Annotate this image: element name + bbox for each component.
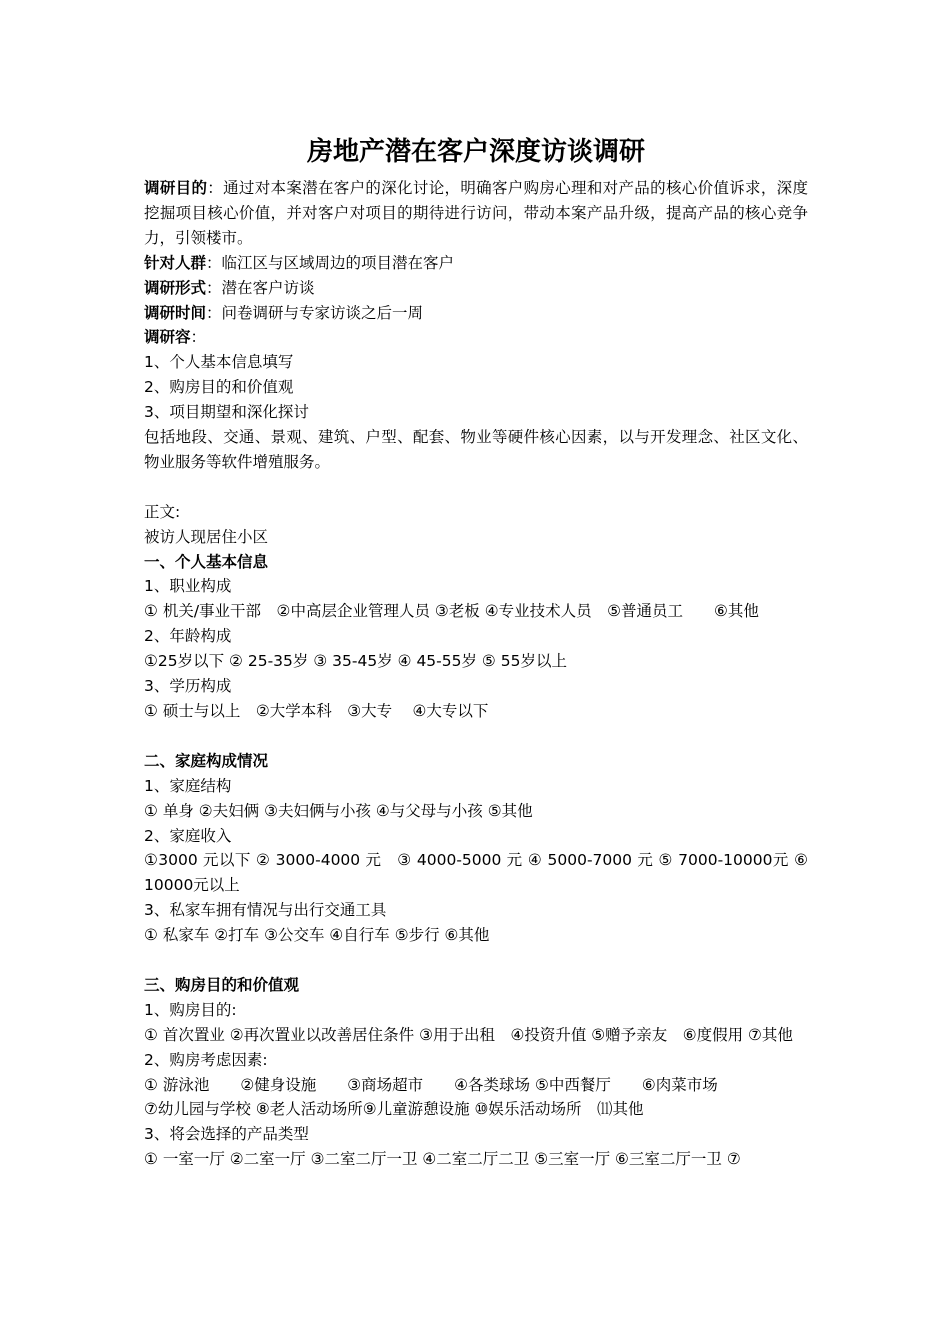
section-heading-3: 三、购房目的和价值观: [144, 975, 300, 994]
question-options: ① 私家车 ②打车 ③公交车 ④自行车 ⑤步行 ⑥其他: [144, 926, 490, 945]
document-page: [144, 128, 808, 1172]
question-options: ① 游泳池 ②健身设施 ③商场超市 ④各类球场 ⑤中西餐厅 ⑥肉菜市场: [144, 1075, 718, 1094]
question: 1、购房目的:: [144, 1000, 237, 1019]
purpose-text: ：通过对本案潜在客户的深化讨论，明确客户购房心理和对产品的核心价值诉求，深度挖掘项目核心价值，并对客户对项目的期待进行访问，带动本案产品升级，提高产品的核心竞争力，引领楼市。: [144, 179, 808, 247]
spacer: [144, 475, 808, 500]
list-item: 3、项目期望和深化探讨: [144, 403, 309, 422]
question-options: ①3000 元以下 ② 3000-4000 元 ③ 4000-5000 元 ④ 5000-7000 元 ⑤ 7000-10000元 ⑥ 10000元以上: [144, 851, 808, 895]
purpose-paragraph: [144, 176, 808, 251]
question: 1、家庭结构: [144, 776, 232, 795]
question-options: ① 单身 ②夫妇俩 ③夫妇俩与小孩 ④与父母与小孩 ⑤其他: [144, 801, 533, 820]
question: 1、职业构成: [144, 577, 232, 596]
question: 3、私家车拥有情况与出行交通工具: [144, 901, 387, 920]
body-label: 正文:: [144, 502, 181, 521]
form-line: [144, 276, 808, 301]
spacer: [144, 948, 808, 973]
time-label: 调研时间: [144, 303, 207, 322]
question-options: ⑦幼儿园与学校 ⑧老人活动场所⑨儿童游憩设施 ⑩娱乐活动场所 ⑾其他: [144, 1100, 644, 1119]
form-label: 调研形式: [144, 278, 207, 297]
question-options: ① 一室一厅 ②二室一厅 ③二室二厅一卫 ④二室二厅二卫 ⑤三室一厅 ⑥三室二厅一卫 ⑦: [144, 1150, 741, 1169]
target-text: ：临江区与区域周边的项目潜在客户: [206, 253, 455, 272]
document-title: 房地产潜在客户深度访谈调研: [306, 137, 645, 167]
question: 2、购房考虑因素:: [144, 1050, 268, 1069]
question: 2、家庭收入: [144, 826, 232, 845]
content-label: 调研容: [144, 328, 191, 347]
residence-line: 被访人现居住小区: [144, 527, 269, 546]
time-line: [144, 301, 808, 326]
list-item: 2、购房目的和价值观: [144, 378, 294, 397]
content-line: [144, 325, 808, 350]
target-line: [144, 251, 808, 276]
question-options: ① 硕士与以上 ②大学本科 ③大专 ④大专以下: [144, 702, 489, 721]
note-paragraph: 包括地段、交通、景观、建筑、户型、配套、物业等硬件核心因素，以与开发理念、社区文化、物业服务等软件增殖服务。: [144, 428, 808, 471]
purpose-label: 调研目的: [144, 179, 208, 197]
target-label: 针对人群: [144, 253, 207, 272]
question-options: ① 首次置业 ②再次置业以改善居住条件 ③用于出租 ④投资升值 ⑤赠予亲友 ⑥度假用 ⑦其他: [144, 1025, 793, 1044]
question-options: ①25岁以下 ② 25-35岁 ③ 35-45岁 ④ 45-55岁 ⑤ 55岁以上: [144, 652, 567, 671]
form-text: ：潜在客户访谈: [206, 278, 315, 297]
time-text: ：问卷调研与专家访谈之后一周: [206, 303, 424, 322]
question: 3、学历构成: [144, 677, 232, 696]
spacer: [144, 724, 808, 749]
document-content: [144, 176, 808, 1172]
section-heading-2: 二、家庭构成情况: [144, 751, 269, 770]
question-options: ① 机关/事业干部 ②中高层企业管理人员 ③老板 ④专业技术人员 ⑤普通员工 ⑥其他: [144, 602, 759, 621]
list-item: 1、个人基本信息填写: [144, 353, 294, 372]
section-heading-1: 一、个人基本信息: [144, 552, 269, 571]
question: 2、年龄构成: [144, 627, 232, 646]
question: 3、将会选择的产品类型: [144, 1125, 309, 1144]
content-text: ：: [190, 328, 207, 347]
